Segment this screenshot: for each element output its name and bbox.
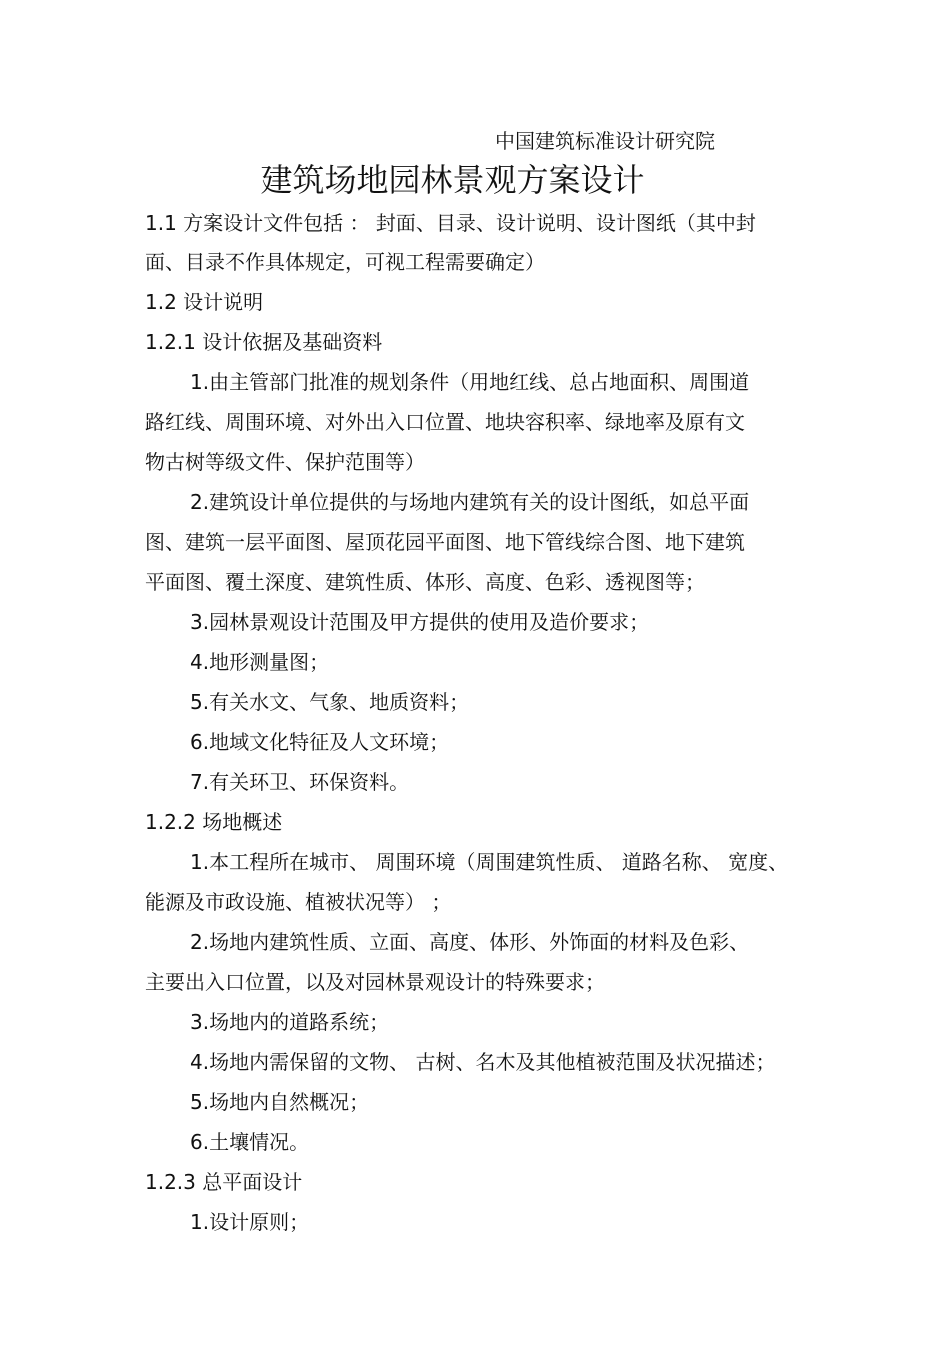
list-item: 5.场地内自然概况； <box>190 1090 370 1114</box>
institute-name: 中国建筑标准设计研究院 <box>495 129 715 153</box>
list-item: 3.园林景观设计范围及甲方提供的使用及造价要求； <box>190 610 650 634</box>
list-item: 4.地形测量图； <box>190 650 330 674</box>
paragraph-line: 面、目录不作具体规定，可视工程需要确定） <box>145 250 545 274</box>
section-heading: 1.2 设计说明 <box>145 290 264 314</box>
paragraph-line: 能源及市政设施、植被状况等） ； <box>145 890 452 914</box>
list-item: 7.有关环卫、环保资料。 <box>190 770 410 794</box>
paragraph-line: 1.1 方案设计文件包括 ： 封面、目录、设计说明、设计图纸（其中封 <box>145 211 756 235</box>
paragraph-line: 物古树等级文件、保护范围等） <box>145 450 425 474</box>
list-item: 2.建筑设计单位提供的与场地内建筑有关的设计图纸，如总平面 <box>190 490 750 514</box>
list-item: 3.场地内的道路系统； <box>190 1010 390 1034</box>
section-heading: 1.2.1 设计依据及基础资料 <box>145 330 383 354</box>
paragraph-line: 路红线、周围环境、对外出入口位置、地块容积率、绿地率及原有文 <box>145 410 745 434</box>
list-item: 5.有关水文、气象、地质资料； <box>190 690 470 714</box>
paragraph-line: 平面图、覆土深度、建筑性质、体形、高度、色彩、透视图等； <box>145 570 705 594</box>
list-item: 6.土壤情况。 <box>190 1130 310 1154</box>
document-title: 建筑场地园林景观方案设计 <box>260 161 645 199</box>
list-item: 1.本工程所在城市、 周围环境（周围建筑性质、 道路名称、 宽度、 <box>190 850 789 874</box>
list-item: 2.场地内建筑性质、立面、高度、体形、外饰面的材料及色彩、 <box>190 930 750 954</box>
list-item: 1.由主管部门批准的规划条件（用地红线、总占地面积、周围道 <box>190 370 750 394</box>
list-item: 6.地域文化特征及人文环境； <box>190 730 450 754</box>
paragraph-line: 主要出入口位置，以及对园林景观设计的特殊要求； <box>145 970 605 994</box>
list-item: 1.设计原则； <box>190 1210 310 1234</box>
list-item: 4.场地内需保留的文物、 古树、名木及其他植被范围及状况描述； <box>190 1050 776 1074</box>
paragraph-line: 图、建筑一层平面图、屋顶花园平面图、地下管线综合图、地下建筑 <box>145 530 745 554</box>
section-heading: 1.2.3 总平面设计 <box>145 1170 303 1194</box>
section-heading: 1.2.2 场地概述 <box>145 810 283 834</box>
